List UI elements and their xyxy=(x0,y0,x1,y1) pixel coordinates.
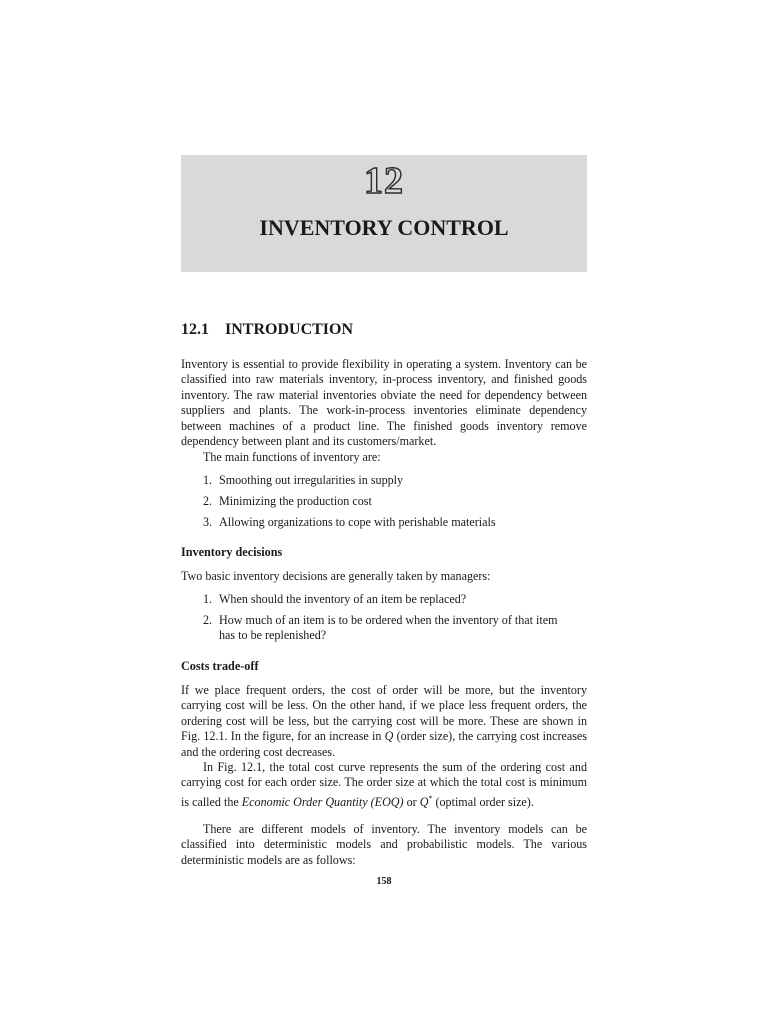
list-item xyxy=(203,613,587,644)
list-number: 1. xyxy=(203,473,213,487)
list-text: Smoothing out irregularities in supply xyxy=(219,473,404,487)
chapter-title: INVENTORY CONTROL xyxy=(259,215,509,240)
list-item xyxy=(203,494,587,509)
list-number: 1. xyxy=(203,592,213,606)
list-item xyxy=(203,515,587,530)
list-number: 2. xyxy=(203,494,213,508)
subheading-costs-trade-off: Costs trade-off xyxy=(181,659,259,673)
page-number: 158 xyxy=(376,876,392,887)
list-text: When should the inventory of an item be replaced? xyxy=(219,592,467,606)
list-number: 2. xyxy=(203,613,213,627)
section-number: 12.1 xyxy=(181,321,209,338)
intro-paragraph: Inventory is essential to provide flexibility in operating a system. Inventory can be classified into raw materials inventory, in-process inventory, and finished goods inventory. The raw material inventories obviate the need for dependency between suppliers and plants. The work-in-process inventories eliminate dependency between machines of a product line. The finished goods inventory remove dependency between plant and its customers/market. xyxy=(181,357,587,449)
list-item xyxy=(203,473,587,488)
decisions-lead: Two basic inventory decisions are generally taken by managers: xyxy=(181,569,491,583)
functions-lead: The main functions of inventory are: xyxy=(203,450,381,464)
list-text-continuation: has to be replenished? xyxy=(219,628,327,643)
tradeoff-paragraph-1: If we place frequent orders, the cost of order will be more, but the inventory carrying cost will be less. On the other hand, if we place less frequent orders, the ordering cost will be less, but the carrying cost will be more. These are shown in Fig. 12.1. In the figure, for an increase in Q (order size), the carrying cost increases and the ordering cost decreases. xyxy=(181,683,587,759)
list-text: How much of an item is to be ordered when the inventory of that item xyxy=(219,613,558,627)
section-title: INTRODUCTION xyxy=(225,321,354,338)
chapter-number: 12 xyxy=(364,160,404,202)
list-text: Allowing organizations to cope with perishable materials xyxy=(219,515,496,529)
list-number: 3. xyxy=(203,515,213,529)
tradeoff-paragraph-3: There are different models of inventory. The inventory models can be classified into deterministic models and probabilistic models. The various deterministic models are as follows: xyxy=(181,822,587,867)
list-text: Minimizing the production cost xyxy=(219,494,372,508)
list-item xyxy=(203,592,587,607)
tradeoff-paragraph-2: In Fig. 12.1, the total cost curve represents the sum of the ordering cost and carrying cost for each order size. The order size at which the total cost is minimum is called the Economic Order Quantity (EOQ) or Q* (optimal order size). xyxy=(181,760,587,809)
subheading-inventory-decisions: Inventory decisions xyxy=(181,545,283,559)
section-heading xyxy=(181,320,353,340)
chapter-header-box xyxy=(181,155,587,272)
